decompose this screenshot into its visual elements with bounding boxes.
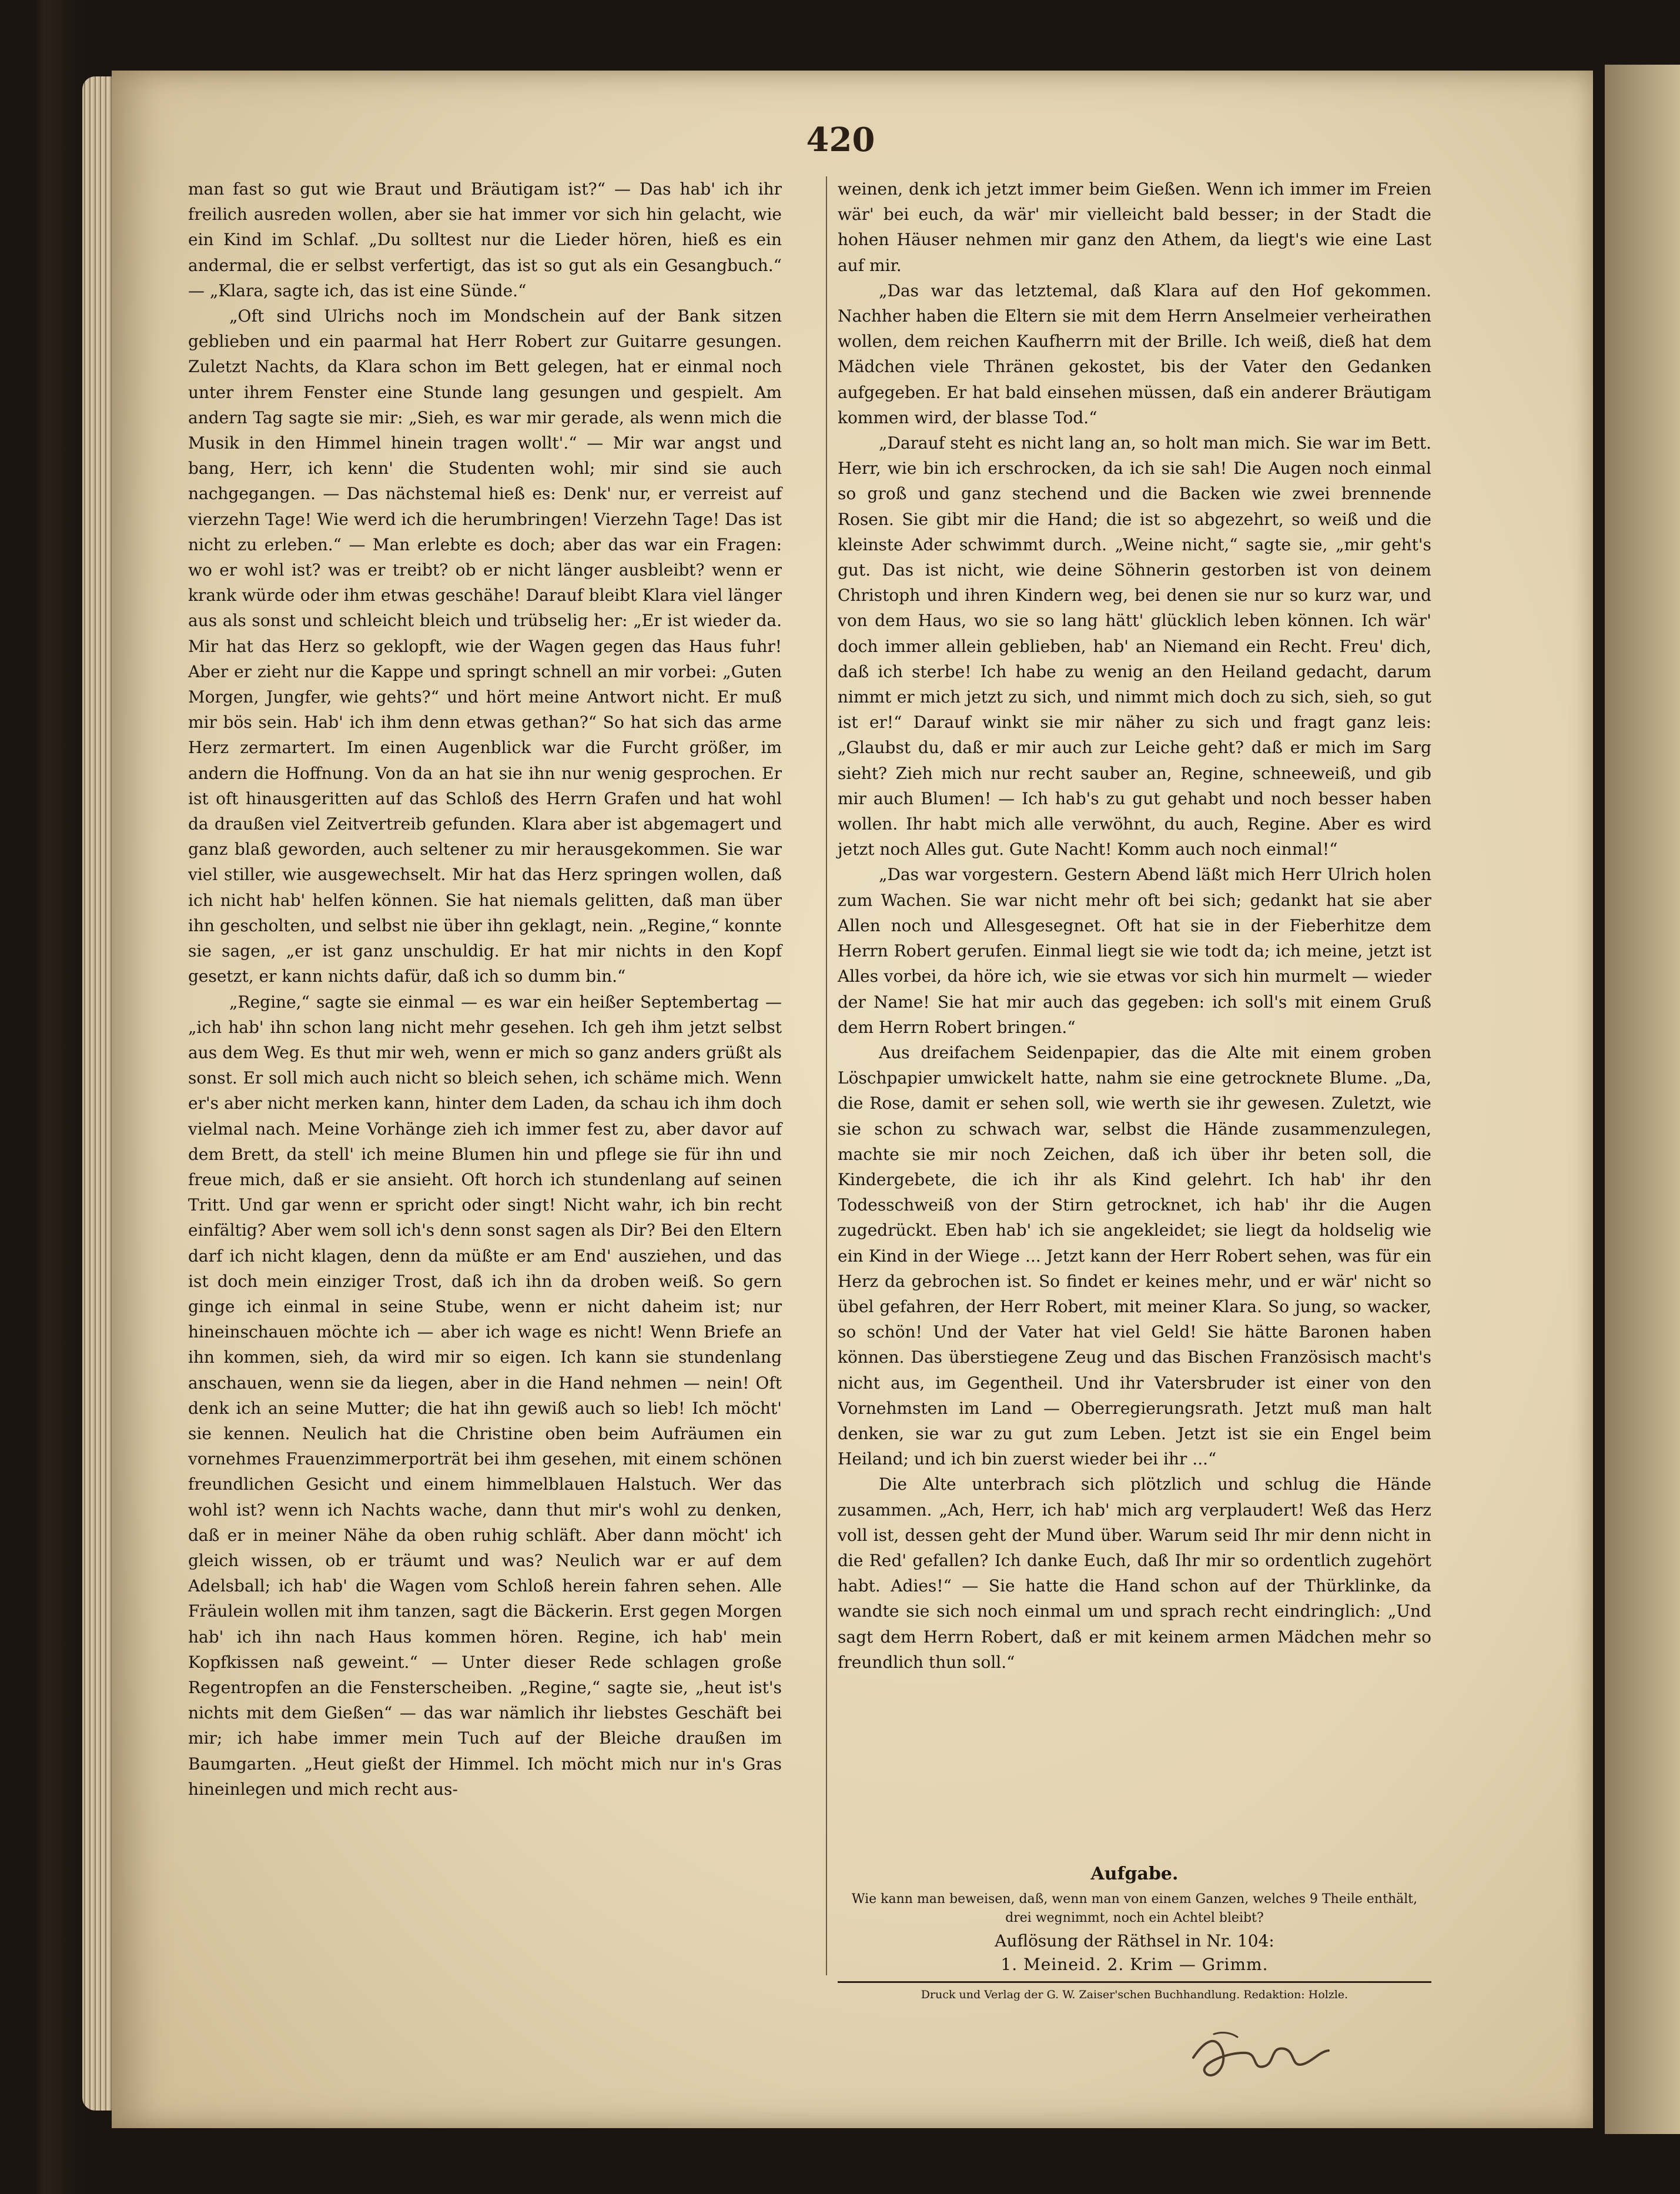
paragraph: „Regine,“ sagte sie einmal — es war ein heißer Septembertag — „ich hab' ihn schon lang nicht mehr gesehen. Ich geh ihm jetzt selbst aus dem Weg. Es thut mir weh, wenn er mich so ganz anders grüßt als sonst. Er soll mich auch nicht so bleich sehen, ich schäme mich. Wenn er's aber nicht merken kann, hinter dem Laden, da schau ich ihm doch vielmal nach. Meine Vorhänge zieh ich immer fest zu, aber davor auf dem Brett, da stell' ich meine Blumen hin und pflege sie für ihn und freue mich, daß er sie ansieht. Oft horch ich stundenlang auf seinen Tritt. Und gar wenn er spricht oder singt! Nicht wahr, ich bin recht einfältig? Aber wem soll ich's denn sonst sagen als Dir? Bei den Eltern darf ich nicht klagen, denn da müßte er am End' ausziehen, und das ist doch mein einziger Trost, daß ich ihn da droben weiß. So gern ginge ich einmal in seine Stube, wenn er nicht daheim ist; nur hineinschauen möchte ich — aber ich wage es nicht! Wenn Briefe an ihn kommen, sieh, da wird mir so eigen. Ich kann sie stundenlang anschauen, wenn sie da liegen, aber in die Hand nehmen — nein! Oft denk ich an seine Mutter; die hat ihn gewiß auch so lieb! Ich möcht' sie kennen. Neulich hat die Christine oben beim Aufräumen ein vornehmes Frauenzimmerporträt bei ihm gesehen, mit einem schönen freundlichen Gesicht und einem himmelblauen Halstuch. Wer das wohl ist? wenn ich Nachts wache, dann thut mir's wohl zu denken, daß er in meiner Nähe da oben ruhig schläft. Aber dann möcht' ich gleich wissen, ob er träumt und was? Neulich war er auf dem Adelsball; ich hab' die Wagen vom Schloß herein fahren sehen. Alle Fräulein wollen mit ihm tanzen, sagt die Bäckerin. Erst gegen Morgen hab' ich ihn nach Haus kommen hören. Regine, ich hab' mein Kopfkissen naß geweint.“ — Unter dieser Rede schlagen große Regentropfen an die Fensterscheiben. „Regine,“ sagte sie, „heut ist's nichts mit dem Gießen“ — das war nämlich ihr liebstes Geschäft bei mir; ich habe immer mein Tuch auf der Bleiche draußen im Baumgarten. „Heut gießt der Himmel. Ich möcht mich nur in's Gras hineinlegen und mich recht aus- bbox=[188, 992, 782, 1799]
imprint-rule bbox=[838, 1981, 1431, 1983]
solution-answers: 1. Meineid. 2. Krim — Grimm. bbox=[1000, 1955, 1269, 1974]
left-column bbox=[188, 176, 782, 1802]
handwritten-signature bbox=[1182, 2016, 1334, 2093]
paragraph: „Darauf steht es nicht lang an, so holt man mich. Sie war im Bett. Herr, wie bin ich erschrocken, da ich sie sah! Die Augen noch einmal so groß und ganz stechend und die Backen wie zwei brennende Rosen. Sie gibt mir die Hand; die ist so abgezehrt, so weiß und die kleinste Ader schwimmt durch. „Weine nicht,“ sagte sie, „mir geht's gut. Das ist nicht, wie deine Söhnerin gestorben ist von deinem Christoph und ihren Kindern weg, bei denen sie nur so kurz war, und von dem Haus, wo sie so lang hätt' glücklich leben können. Ich wär' doch immer allein geblieben, hab' an Niemand ein Recht. Freu' dich, daß ich sterbe! Ich habe zu wenig an den Heiland gedacht, darum nimmt er mich jetzt zu sich, und nimmt mich doch zu sich, sieh, so gut ist er!“ Darauf winkt sie mir näher zu sich und fragt ganz leis: „Glaubst du, daß er mir auch zur Leiche geht? daß er mich im Sarg sieht? Zieh mich nur recht sauber an, Regine, schneeweiß, und gib mir auch Blumen! — Ich hab's zu gut gehabt und noch besser haben wollen. Ihr habt mich alle verwöhnt, du auch, Regine. Aber es wird jetzt noch Alles gut. Gute Nacht! Komm auch noch einmal!“ bbox=[838, 433, 1431, 859]
column-divider bbox=[826, 176, 827, 1975]
paragraph: „Oft sind Ulrichs noch im Mondschein auf der Bank sitzen geblieben und ein paarmal hat Herr Robert zur Guitarre gesungen. Zuletzt Nachts, da Klara schon im Bett gelegen, hat er einmal noch unter ihrem Fenster eine Stunde lang gesungen und gespielt. Am andern Tag sagte sie mir: „Sieh, es war mir gerade, als wenn mich die Musik in den Himmel hinein tragen wollt'.“ — Mir war angst und bang, Herr, ich kenn' die Studenten wohl; mir sind sie auch nachgegangen. — Das nächstemal hieß es: Denk' nur, er verreist auf vierzehn Tage! Wie werd ich die herumbringen! Vierzehn Tage! Das ist nicht zu erleben.“ — Man erlebte es doch; aber das war ein Fragen: wo er wohl ist? was er treibt? ob er nicht länger ausbleibt? wenn er krank würde oder ihm etwas geschähe! Darauf bleibt Klara viel länger aus als sonst und schleicht bleich und trübselig her: „Er ist wieder da. Mir hat das Herz so geklopft, wie der Wagen gegen das Haus fuhr! Aber er zieht nur die Kappe und springt schnell an mir vorbei: „Guten Morgen, Jungfer, wie gehts?“ und hört meine Antwort nicht. Er muß mir bös sein. Hab' ich ihm denn etwas gethan?“ So hat sich das arme Herz zermartert. Im einen Augenblick war die Furcht größer, im andern die Hoffnung. Von da an hat sie ihn nur wenig gesprochen. Er ist oft hinausgeritten auf das Schloß des Herrn Grafen und hat wohl da draußen viel Zeitvertreib gefunden. Klara aber ist abgemagert und ganz blaß geworden, auch seltener zu mir herausgekommen. Sie war viel stiller, wie ausgewechselt. Mir hat das Herz springen wollen, daß ich nicht hab' helfen können. Sie hat niemals gelitten, daß man über ihn gescholten, und selbst nie über ihn geklagt, nein. „Regine,“ konnte sie sagen, „er ist ganz unschuldig. Er hat mir nichts in den Kopf gesetzt, er kann nichts dafür, daß ich so dumm bin.“ bbox=[188, 306, 782, 986]
paragraph: „Das war vorgestern. Gestern Abend läßt mich Herr Ulrich holen zum Wachen. Sie war nicht mehr oft bei sich; gedankt hat sie aber Allen noch und Allesgesegnet. Oft hat sie in der Fieberhitze dem Herrn Robert gerufen. Einmal liegt sie wie todt da; ich meine, jetzt ist Alles vorbei, da höre ich, wie sie etwas vor sich hin murmelt — wieder der Name! Sie hat mir auch das gegeben: ich soll's mit einem Gruß dem Herrn Robert bringen.“ bbox=[838, 865, 1431, 1037]
page-number: 420 bbox=[806, 121, 875, 159]
solution-title: Auflösung der Räthsel in Nr. 104: bbox=[995, 1931, 1274, 1951]
paragraph: man fast so gut wie Braut und Bräutigam ist?“ — Das hab' ich ihr freilich ausreden wollen, aber sie hat immer vor sich hin gelacht, wie ein Kind im Schlaf. „Du solltest nur die Lieder hören, hieß es ein andermal, die er selbst verfertigt, das ist so gut als ein Gesangbuch.“ — „Klara, sagte ich, das ist eine Sünde.“ bbox=[188, 179, 782, 300]
paragraph: Die Alte unterbrach sich plötzlich und schlug die Hände zusammen. „Ach, Herr, ich hab' mich arg verplaudert! Weß das Herz voll ist, dessen geht der Mund über. Warum seid Ihr mir denn nicht in die Red' gefallen? Ich danke Euch, daß Ihr mir so ordentlich zugehört habt. Adies!“ — Sie hatte die Hand schon auf der Thürklinke, da wandte sie sich noch einmal um und sprach recht eindringlich: „Und sagt dem Herrn Robert, daß er mit keinem armen Mädchen mehr so freundlich thun soll.“ bbox=[838, 1474, 1431, 1672]
paragraph: „Das war das letztemal, daß Klara auf den Hof gekommen. Nachher haben die Eltern sie mit dem Herrn Anselmeier verheirathen wollen, dem reichen Kaufherrn mit der Brille. Ich weiß, dieß hat dem Mädchen viele Thränen gekostet, bis der Vater den Gedanken aufgegeben. Er hat bald einsehen müssen, daß ein anderer Bräutigam kommen wird, der blasse Tod.“ bbox=[838, 280, 1431, 427]
puzzle-text: Wie kann man beweisen, daß, wenn man von einem Ganzen, welches 9 Theile enthält, drei wegnimmt, noch ein Achtel bleibt? bbox=[851, 1892, 1418, 1925]
paragraph: weinen, denk ich jetzt immer beim Gießen. Wenn ich immer im Freien wär' bei euch, da wär' mir vielleicht bald besser; in der Stadt die hohen Häuser nehmen mir ganz den Athem, da liegt's wie eine Last auf mir. bbox=[838, 179, 1431, 275]
puzzle-heading: Aufgabe. bbox=[1090, 1864, 1179, 1884]
next-page-edge bbox=[1605, 65, 1680, 2134]
imprint-line: Druck und Verlag der G. W. Zaiser'schen Buchhandlung. Redaktion: Holzle. bbox=[921, 1988, 1348, 2001]
paragraph: Aus dreifachem Seidenpapier, das die Alte mit einem groben Löschpapier umwickelt hatte, nahm sie eine getrocknete Blume. „Da, die Rose, damit er sehen soll, wie werth sie ihr gewesen. Zuletzt, wie sie schon zu schwach war, selbst die Hände zusammenzulegen, machte sie mir noch Zeichen, daß ich über ihr beten soll, die Kindergebete, die ich ihr als Kind gelehrt. Ich hab' ihr den Todesschweiß von der Stirn getrocknet, ich hab' ihr die Augen zugedrückt. Eben hab' ich sie angekleidet; sie liegt da holdselig wie ein Kind in der Wiege ... Jetzt kann der Herr Robert sehen, was für ein Herz da gebrochen ist. So findet er keines mehr, und er wär' nicht so übel gefahren, der Herr Robert, mit meiner Klara. So jung, so wacker, so schön! Und der Vater hat viel Geld! Sie hätte Baronen haben können. Das überstiegene Zeug und das Bischen Französisch macht's nicht aus, im Gegentheil. Und ihr Vatersbruder ist einer von den Vornehmsten im Land — Oberregierungsrath. Jetzt muß man halt denken, sie war zu gut zum Leben. Jetzt ist sie ein Engel beim Heiland; und ich bin zuerst wieder bei ihr ...“ bbox=[838, 1042, 1431, 1469]
right-column bbox=[838, 176, 1431, 1675]
